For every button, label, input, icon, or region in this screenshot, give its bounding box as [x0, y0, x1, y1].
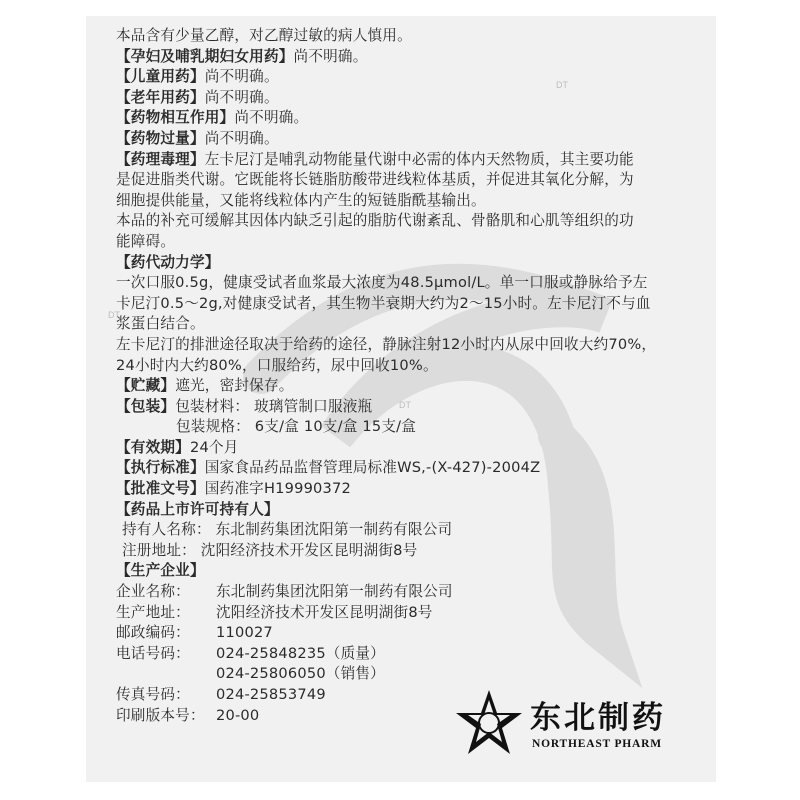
section-line	[116, 458, 716, 479]
field-label	[116, 664, 216, 685]
watermark: DT	[108, 310, 120, 320]
field-value: 024-25848235（质量）	[216, 644, 385, 662]
field-label: 电话号码：	[116, 644, 190, 662]
section-line	[116, 561, 716, 582]
section-text: 尚不明确。	[204, 129, 279, 147]
text-line: 细胞提供能量，又能将线粒体内产生的短链脂酰基输出。	[116, 191, 486, 209]
contact-row	[116, 603, 716, 624]
section-heading: 【药物相互作用】	[116, 109, 235, 127]
section-heading: 【孕妇及哺乳期妇女用药】	[116, 47, 294, 65]
section-line	[116, 150, 716, 171]
watermark: DT	[399, 400, 411, 410]
field-label: 邮政编码：	[116, 624, 190, 642]
field-value: 东北制药集团沈阳第一制药有限公司	[216, 583, 453, 601]
section-text: 尚不明确。	[293, 47, 368, 65]
section-heading: 【生产企业】	[116, 562, 205, 580]
section-heading: 【贮藏】	[116, 377, 176, 395]
section-text: 遮光，密封保存。	[175, 377, 294, 395]
text-line: 注册地址： 沈阳经济技术开发区昆明湖街8号	[122, 541, 418, 559]
company-logo	[454, 684, 716, 764]
contact-row	[116, 623, 716, 644]
section-text: 国家食品药品监督管理局标准WS,-(X-427)-2004Z	[204, 459, 541, 477]
section-text: 尚不明确。	[234, 109, 309, 127]
field-label: 生产地址：	[116, 603, 190, 621]
leaflet-text	[116, 26, 716, 726]
section-heading: 【批准文号】	[116, 480, 205, 498]
text-line: 卡尼汀0.5～2g,对健康受试者，其生物半衰期大约为2～15小时。左卡尼汀不与血	[116, 294, 651, 312]
contact-row	[116, 582, 716, 603]
field-value: 024-25853749	[216, 686, 326, 703]
text-line: 包装规格： 6支/盒 10支/盒 15支/盒	[176, 418, 417, 436]
section-text: 左卡尼汀是哺乳动物能量代谢中必需的体内天然物质，其主要功能	[204, 150, 634, 168]
field-label: 传真号码：	[116, 686, 190, 703]
section-text: 尚不明确。	[204, 68, 279, 86]
section-line	[116, 479, 716, 500]
field-label: 印刷版本号：	[116, 706, 205, 724]
contact-row	[116, 644, 716, 665]
text-line: 本品含有少量乙醇，对乙醇过敏的病人慎用。	[116, 27, 412, 44]
text-line: 本品的补充可缓解其因体内缺乏引起的脂肪代谢紊乱、骨骼肌和心肌等组织的功	[116, 212, 634, 230]
section-text: 国药准字H19990372	[204, 480, 351, 498]
logo-english-name: NORTHEAST PHARM	[532, 738, 662, 750]
text-line: 一次口服0.5g，健康受试者血浆最大浓度为48.5μmol/L。单一口服或静脉给予左	[116, 274, 648, 292]
section-heading: 【有效期】	[116, 438, 190, 456]
section-text: 尚不明确。	[204, 88, 279, 106]
field-value: 20-00	[216, 706, 260, 724]
section-heading: 【药品上市许可持有人】	[116, 500, 279, 518]
section-line	[116, 397, 716, 418]
section-heading: 【药代动力学】	[116, 253, 220, 271]
section-text: 包装材料： 玻璃管制口服液瓶	[175, 397, 373, 415]
section-heading: 【执行标准】	[116, 459, 205, 477]
watermark: DT	[556, 80, 568, 90]
leaflet-sheet	[86, 16, 716, 782]
section-line	[116, 108, 716, 129]
section-line	[116, 67, 716, 88]
star-logo-icon	[454, 688, 524, 758]
section-line	[116, 376, 716, 397]
text-line: 浆蛋白结合。	[116, 315, 205, 333]
section-line	[116, 438, 716, 459]
field-label: 企业名称：	[116, 583, 190, 601]
section-line	[116, 47, 716, 68]
section-line	[116, 88, 716, 109]
text-line: 左卡尼汀的排泄途径取决于给药的途径，静脉注射12小时内从尿中回收大约70%，	[116, 335, 657, 353]
section-heading: 【包装】	[116, 397, 176, 415]
contact-row	[116, 664, 716, 685]
section-line	[116, 129, 716, 150]
text-line: 是促进脂类代谢。它既能将长链脂肪酸带进线粒体基质，并促进其氧化分解，为	[116, 171, 634, 189]
field-value: 沈阳经济技术开发区昆明湖街8号	[216, 603, 433, 621]
text-line: 24小时内大约80%，口服给药，尿中回收10%。	[116, 356, 438, 374]
section-heading: 【儿童用药】	[116, 68, 205, 86]
section-text: 24个月	[189, 438, 239, 456]
logo-chinese-name: 东北制药	[530, 700, 666, 736]
section-heading: 【老年用药】	[116, 88, 205, 106]
text-line: 能障碍。	[116, 232, 176, 250]
field-value: 110027	[216, 624, 273, 642]
field-value: 024-25806050（销售）	[216, 665, 385, 683]
section-line	[116, 500, 716, 521]
text-line: 持有人名称： 东北制药集团沈阳第一制药有限公司	[122, 521, 453, 539]
section-heading: 【药物过量】	[116, 129, 205, 147]
section-line	[116, 253, 716, 274]
section-heading: 【药理毒理】	[116, 150, 205, 168]
